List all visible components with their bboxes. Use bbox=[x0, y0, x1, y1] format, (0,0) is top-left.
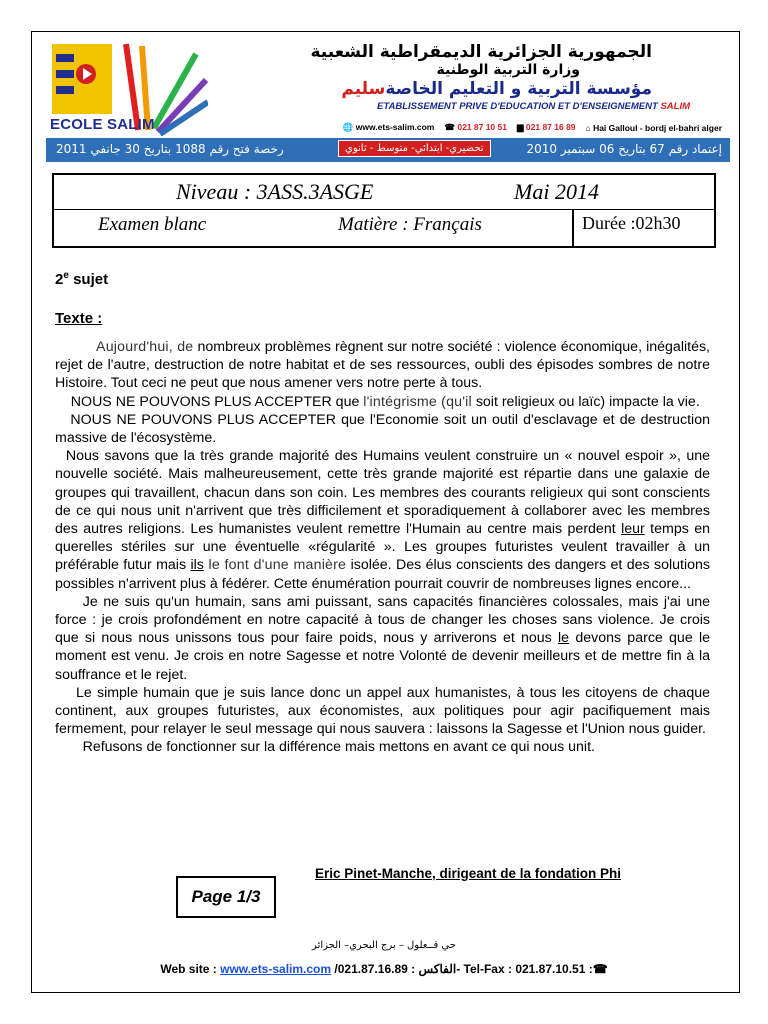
main-text bbox=[55, 338, 710, 757]
exam-level: Niveau : 3ASS.3ASGE bbox=[176, 179, 374, 204]
republic-title: الجمهورية الجزائرية الديمقراطية الشعبية bbox=[310, 42, 652, 62]
license-text: رخصة فتح رقم 1088 بتاريخ 30 جانفي 2011 bbox=[56, 142, 284, 156]
paragraph-5-le: le bbox=[558, 630, 570, 647]
exam-info-table bbox=[52, 173, 716, 248]
paragraph-4-a: Nous savons que la très grande majorité des Humains veulent construire un « nouvel espoir », une nouvelle société. Mais malheureusement, cette très grande majorité est répartie dans une galaxie de groupes qui travaillent, chacun dans son coin. Les membres des courants religieux qui sont conscients de ce qui nous unit n'arrivent que très difficilement et sporadiquement à collaborer avec les membres des autres religions. Les humanistes veulent remettre l'Humain au centre mais perdent bbox=[55, 448, 710, 538]
paragraph-4-c: le font d'une manière bbox=[203, 557, 347, 574]
home-icon: ⌂ bbox=[585, 122, 591, 133]
logo-text: ECOLE SALIM bbox=[50, 116, 155, 133]
subject-label: sujet bbox=[73, 271, 109, 288]
approval-text: إعتماد رقم 67 بتاريخ 06 سبتمبر 2010 bbox=[526, 142, 722, 156]
paragraph-1-body: nombreux problèmes règnent sur notre société : violence économique, inégalités, rejet de l'autre, destruction de notre habitat et de ses ressources, oubli des épisodes sombres de notre Histoire. Tout ceci ne peut que nous amener vers notre perte à tous. bbox=[55, 339, 710, 392]
paragraph-1 bbox=[55, 338, 710, 393]
school-name-fr bbox=[377, 101, 690, 112]
text-heading: Texte : bbox=[55, 310, 103, 327]
paragraph-4-d: isolée. Des élus conscients des dangers et des solutions possibles n'arrivent plus à fédérer. Cette énumération pourrait couvrir de nombreuses lignes encore... bbox=[55, 557, 710, 592]
paragraph-4-leur: leur bbox=[621, 521, 645, 538]
contact-line bbox=[343, 122, 722, 133]
paragraph-5 bbox=[55, 593, 710, 684]
exam-info-row-1 bbox=[54, 175, 714, 210]
paragraph-3 bbox=[55, 411, 710, 447]
paragraph-6 bbox=[55, 684, 710, 739]
subject-superscript: e bbox=[63, 270, 69, 281]
paragraph-7 bbox=[55, 738, 710, 756]
institution-label: مؤسسة التربية و التعليم الخاصة bbox=[385, 79, 652, 99]
exam-date: Mai 2014 bbox=[514, 179, 599, 204]
header-phone1: 021 87 10 51 bbox=[457, 122, 507, 132]
paragraph-4 bbox=[55, 447, 710, 593]
header-address: Hai Galloul - bordj el-bahri alger bbox=[593, 122, 722, 133]
paragraph-5-b: devons parce que le moment est venu. Je crois en notre Sagesse et notre Volonté de devenir meilleurs et de mettre fin à la souffrance et le rejet. bbox=[55, 630, 710, 683]
phone-icon: ☎ bbox=[444, 122, 455, 132]
paragraph-4-b: temps en querelles stériles sur une éventuelle «régularité ». Les groupes futuristes veulent travailler à un préférable futur mais bbox=[55, 521, 710, 574]
author-signature: Eric Pinet-Manche, dirigeant de la fondation Phi bbox=[315, 866, 622, 881]
exam-duration: Durée :02h30 bbox=[582, 213, 681, 233]
school-name-salim: SALIM bbox=[660, 101, 690, 112]
paragraph-4-ils: ils bbox=[190, 557, 204, 574]
subject-number: 2 bbox=[55, 271, 64, 288]
exam-subject: Matière : Français bbox=[338, 214, 482, 235]
footer-website-label: Web site : bbox=[160, 962, 221, 976]
paragraph-2-start: NOUS NE POUVONS PLUS ACCEPTER que bbox=[70, 393, 364, 410]
institution-name: سليم bbox=[341, 79, 386, 99]
paragraph-5-a: Je ne suis qu'un humain, sans ami puissant, sans capacités financières colossales, mais j'ai une force : je crois profondément en notre capacité à tous de changer les choses sans violence. Je crois que si nous nous unissons tous pour faire poids, nous y arriverons et nous bbox=[55, 593, 710, 647]
page-number-box: Page 1/3 bbox=[176, 876, 276, 918]
subject-heading bbox=[55, 270, 108, 288]
ministry-title: وزارة التربية الوطنية bbox=[436, 62, 580, 78]
paragraph-2 bbox=[55, 393, 710, 411]
paragraph-2-end: soit religieux ou laïc) impacte la vie. bbox=[471, 393, 700, 410]
paragraph-7-text: Refusons de fonctionner sur la différence mais mettons en avant ce qui nous unit. bbox=[82, 739, 595, 756]
institution-title bbox=[341, 79, 652, 99]
school-header bbox=[40, 40, 730, 166]
table-divider bbox=[572, 209, 574, 248]
paragraph-6-text: Le simple humain que je suis lance donc un appel aux humanistes, à tous les citoyens de chaque continent, aux groupes futuristes, aux économistes, aux politiques pour agir pacifiquement mais fermement, pour relayer le seul message qui nous sauvera : laissons la Sagesse et l'Union nous guider. bbox=[55, 684, 710, 738]
levels-badge: تحضيري- ابتدائي- متوسط - ثانوي bbox=[338, 140, 491, 157]
fax-icon: ▆ bbox=[516, 122, 524, 132]
paragraph-3-text: NOUS NE POUVONS PLUS ACCEPTER que l'Economie soit un outil d'esclavage et de destruction massive de l'écosystème. bbox=[55, 411, 710, 447]
school-label-fr: ETABLISSEMENT PRIVE D'EDUCATION ET D'ENSEIGNEMENT bbox=[377, 101, 658, 112]
footer-website-link[interactable]: www.ets-salim.com bbox=[220, 962, 332, 976]
web-icon: 🌐 bbox=[342, 122, 354, 132]
exam-type: Examen blanc bbox=[98, 214, 207, 235]
school-logo bbox=[46, 40, 208, 136]
footer-phones: /021.87.16.89 : الفاكس- Tel-Fax : 021.87.10.51 :☎ bbox=[331, 962, 608, 976]
footer-contact bbox=[0, 962, 768, 976]
accreditation-bar bbox=[46, 138, 730, 162]
paragraph-1-start: Aujourd'hui, de bbox=[96, 339, 194, 355]
header-phone2: 021 87 16 89 bbox=[525, 122, 576, 132]
paragraph-2-mid: l'intégrisme (qu'il bbox=[363, 393, 472, 410]
header-website[interactable]: www.ets-salim.com bbox=[355, 122, 435, 132]
footer-address: حي قــعلول – برج البحري– الجزائر bbox=[312, 940, 456, 951]
